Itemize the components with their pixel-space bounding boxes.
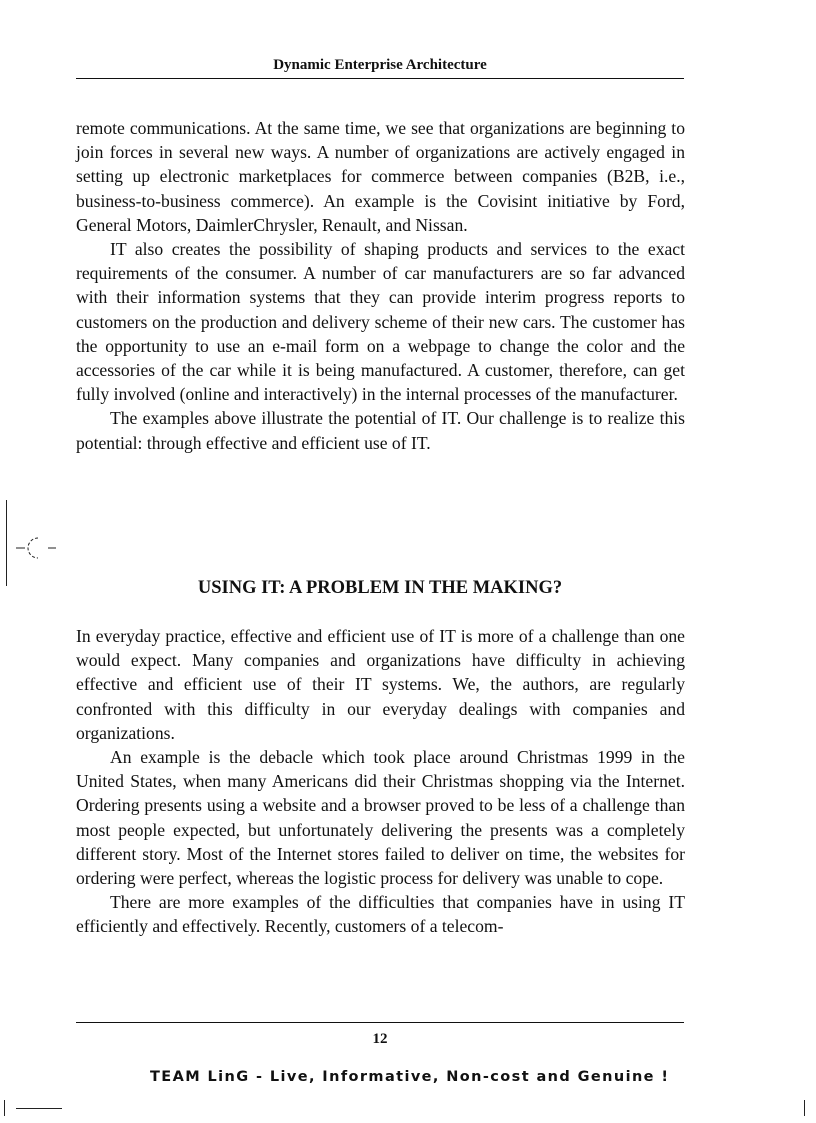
paragraph: In everyday practice, effective and efficient use of IT is more of a challenge than one would expect. Many companies and organizations have difficulty in achieving effective and efficient use of their IT systems. We, the authors, are regularly confronted with this difficulty in our everyday dealings with companies and organizations. [76, 626, 685, 743]
paragraph: There are more examples of the difficulties that companies have in using IT efficiently and effectively. Recently, customers of a telecom- [76, 892, 685, 937]
crop-mark-left [6, 500, 7, 586]
paragraph: An example is the debacle which took place around Christmas 1999 in the United States, when many Americans did their Christmas shopping via the Internet. Ordering presents using a website and a browser proved to be less of a challenge than most people expected, but unfortunately delivering the presents was a completely different story. Most of the Internet stores failed to deliver on time, the websites for ordering were perfect, whereas the logistic process for delivery was unable to cope. [76, 747, 685, 889]
registration-mark-icon [16, 534, 64, 562]
crop-mark-bottom-right-tick [804, 1100, 805, 1116]
body-text-top [76, 116, 685, 455]
header-rule [76, 78, 684, 79]
body-text-section [76, 624, 685, 939]
page-number: 12 [372, 1031, 388, 1047]
paragraph: IT also creates the possibility of shaping products and services to the exact requirements of the consumer. A number of car manufacturers are so far advanced with their information systems that they can provide interim progress reports to customers on the production and delivery scheme of their new cars. The customer has the opportunity to use an e-mail form on a webpage to change the color and the accessories of the car while it is being manufactured. A customer, therefore, can get fully involved (online and interactively) in the internal processes of the manufacturer. [76, 239, 685, 405]
running-title: Dynamic Enterprise Architecture [273, 57, 487, 73]
watermark-banner: TEAM LinG - Live, Informative, Non-cost and Genuine ! [150, 1069, 670, 1085]
footer-rule [76, 1022, 684, 1023]
section-heading: USING IT: A PROBLEM IN THE MAKING? [197, 578, 563, 598]
paragraph: The examples above illustrate the potential of IT. Our challenge is to realize this potential: through effective and efficient use of IT. [76, 408, 685, 453]
crop-mark-bottom-left-tick [4, 1100, 5, 1116]
paragraph: remote communications. At the same time, we see that organizations are beginning to join forces in several new ways. A number of organizations are actively engaged in setting up electronic marketplaces for commerce between companies (B2B, i.e., business-to-business commerce). An example is the Covisint initiative by Ford, General Motors, DaimlerChrysler, Renault, and Nissan. [76, 118, 685, 235]
crop-mark-bottom-left [16, 1108, 62, 1109]
